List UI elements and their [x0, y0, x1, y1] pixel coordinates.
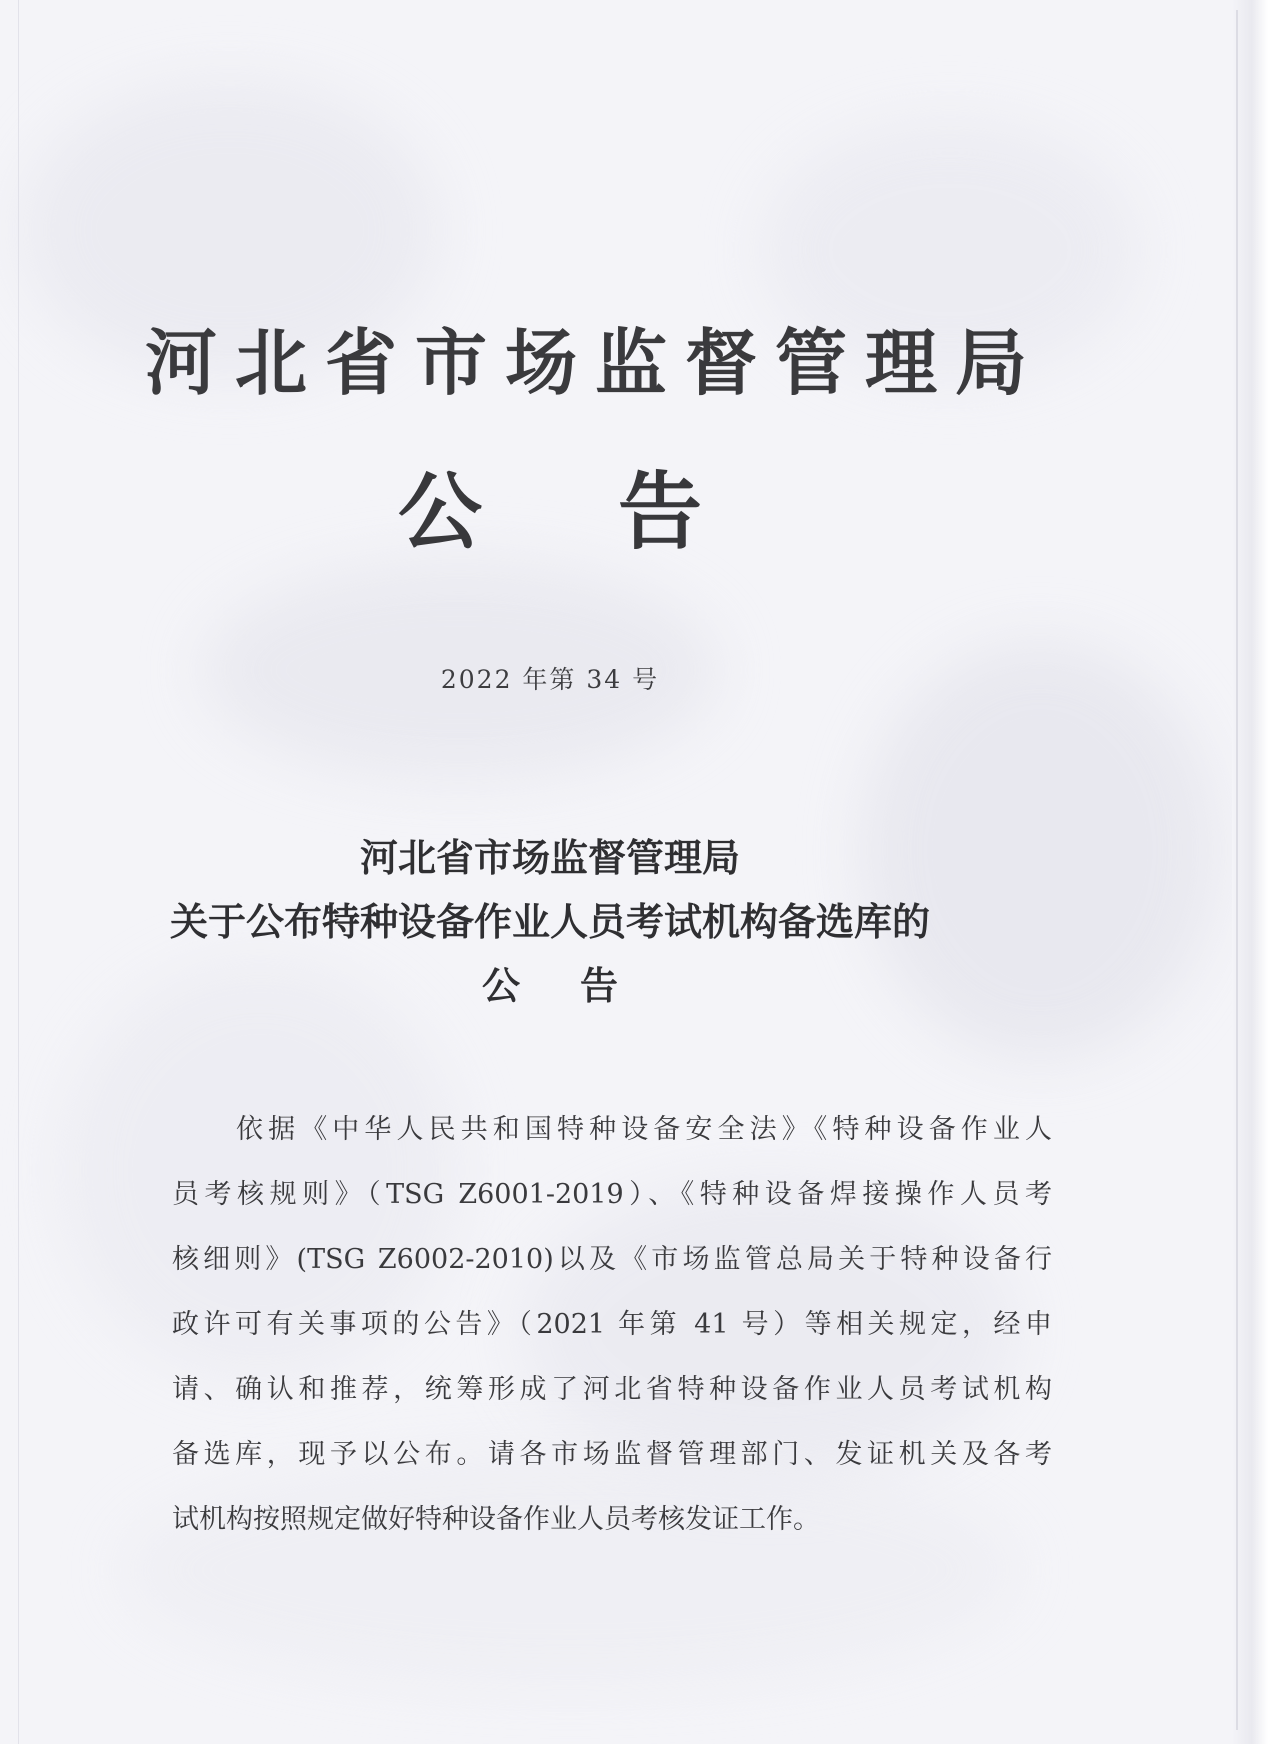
announcement-headline	[0, 826, 1100, 1018]
headline-char: 告	[580, 963, 619, 1008]
document-number: 2022 年第 34 号	[440, 665, 660, 694]
body-line: 请、确认和推荐，统筹形成了河北省特种设备作业人员考试机构	[172, 1374, 1052, 1405]
body-line: 备选库，现予以公布。请各市场监督管理部门、发证机关及各考	[172, 1439, 1052, 1470]
body-line: 核细则》(TSG Z6002-2010)以及《市场监管总局关于特种设备行	[172, 1244, 1052, 1275]
headline-line	[0, 954, 1100, 1018]
document-type-char: 公	[397, 463, 482, 561]
document-type-char: 告	[618, 463, 703, 561]
body-line: 试机构按照规定做好特种设备作业人员考核发证工作。	[172, 1504, 820, 1535]
document-type-title	[0, 462, 1100, 562]
announcement-body	[172, 1097, 1052, 1552]
body-line: 依据《中华人民共和国特种设备安全法》《特种设备作业人	[236, 1114, 1052, 1145]
body-line: 员考核规则》（TSG Z6001-2019）、《特种设备焊接操作人员考	[172, 1179, 1052, 1210]
headline-line: 关于公布特种设备作业人员考试机构备选库的	[169, 899, 930, 944]
headline-line: 河北省市场监督管理局	[359, 835, 740, 880]
issuing-organization-title: 河北省市场监督管理局	[144, 320, 1045, 405]
scan-edge-line	[1236, 10, 1238, 1730]
body-line: 政许可有关事项的公告》（2021 年第 41 号）等相关规定，经申	[172, 1309, 1052, 1340]
headline-char: 公	[481, 963, 520, 1008]
